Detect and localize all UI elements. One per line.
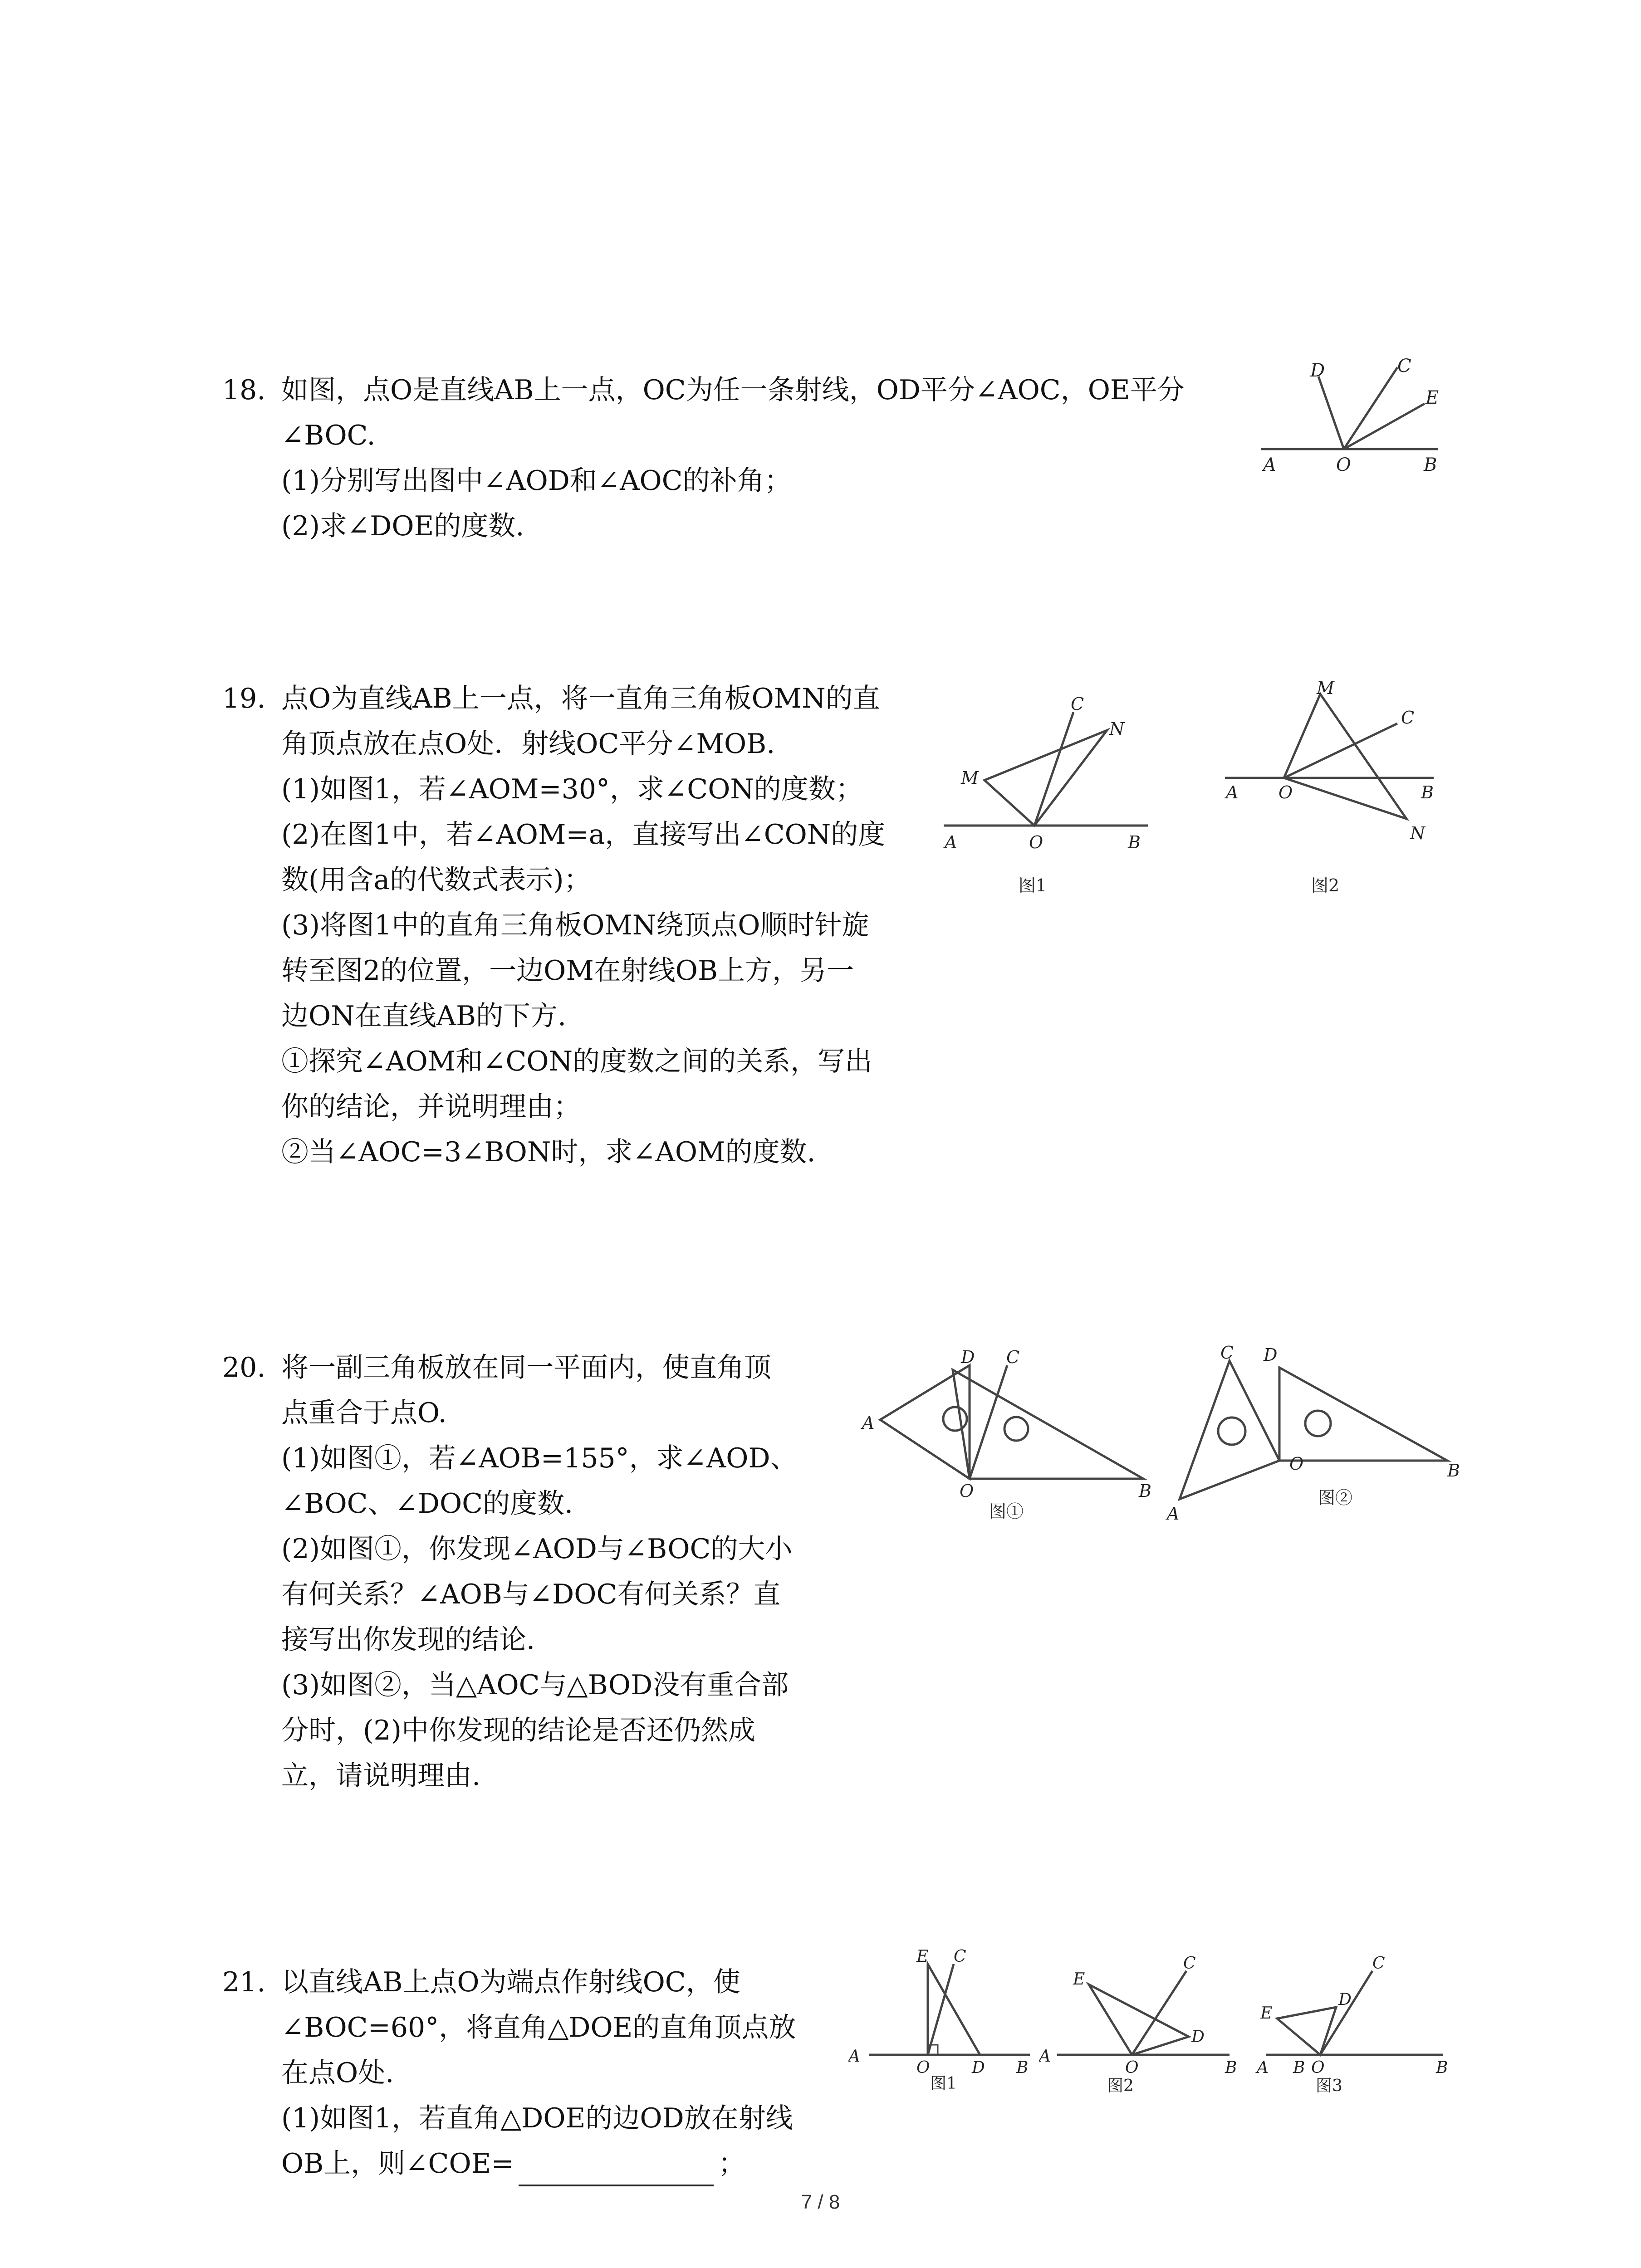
label-M: M: [1317, 680, 1334, 698]
figure-q21-2: [1039, 1941, 1243, 2096]
question-text-line: (1)如图1，若∠AOM=30°，求∠CON的度数；: [281, 773, 863, 805]
label-O: O: [916, 2058, 930, 2077]
figure-caption: 图2: [1311, 875, 1340, 895]
label-A: A: [1226, 782, 1239, 802]
label-A: A: [1167, 1504, 1180, 1524]
label-A: A: [945, 832, 957, 852]
figure-q20-2: [1161, 1338, 1479, 1529]
label-A: A: [862, 1413, 875, 1433]
label-B: B: [1424, 455, 1437, 475]
question-text-line: 边ON在直线AB的下方.: [281, 1000, 567, 1032]
label-O: O: [1029, 832, 1043, 852]
figure-q20-1: [853, 1343, 1171, 1524]
question-text: OB上，则∠COE=: [281, 2148, 514, 2180]
figure-caption: 图3: [1316, 2077, 1342, 2095]
question-text-line: 以直线AB上点O为端点作射线OC，使: [281, 1966, 740, 1998]
label-O: O: [1279, 782, 1293, 802]
figure-q19-1: [935, 685, 1207, 903]
question-text-line: 如图，点O是直线AB上一点，OC为任一条射线，OD平分∠AOC，OE平分: [281, 374, 1185, 406]
question-text: ；: [718, 2148, 745, 2180]
question-text-line: 角顶点放在点O处．射线OC平分∠MOB.: [281, 728, 775, 760]
question-text-line: 在点O处.: [281, 2057, 394, 2089]
figure-caption: 图②: [1318, 1488, 1353, 1508]
label-A: A: [1257, 2058, 1269, 2077]
label-D: D: [1310, 360, 1325, 381]
question-text-line: ∠BOC=60°，将直角△DOE的直角顶点放: [281, 2012, 796, 2043]
question-text-line: (2)如图①，你发现∠AOD与∠BOC的大小: [281, 1533, 793, 1565]
label-B: B: [1436, 2058, 1448, 2077]
label-O: O: [960, 1481, 974, 1501]
question-text-line: 转至图2的位置，一边OM在射线OB上方，另一: [281, 955, 854, 987]
page-number: 7 / 8: [801, 2191, 840, 2213]
label-B: B: [1128, 832, 1141, 852]
question-text-line: ②当∠AOC=3∠BON时，求∠AOM的度数.: [281, 1136, 816, 1168]
figure-q21-1: [848, 1932, 1039, 2096]
label-B: B: [1421, 782, 1434, 802]
label-B: B: [1016, 2058, 1029, 2077]
question-text-line: (2)求∠DOE的度数.: [281, 510, 524, 542]
label-C: C: [1183, 1954, 1196, 1973]
figure-caption: 图2: [1107, 2077, 1134, 2095]
question-number: 18.: [222, 374, 266, 406]
label-B: B: [1447, 1461, 1460, 1481]
label-E: E: [916, 1947, 929, 1966]
question-text-line: (1)分别写出图中∠AOD和∠AOC的补角；: [281, 465, 792, 497]
label-B: B: [1225, 2058, 1237, 2077]
label-D: D: [1264, 1345, 1278, 1365]
label-D: D: [961, 1347, 975, 1367]
question-text-line: 分时，(2)中你发现的结论是否还仍然成: [281, 1715, 755, 1746]
label-O: O: [1311, 2058, 1325, 2077]
question-text-line: 你的结论，并说明理由；: [281, 1091, 581, 1123]
label-E: E: [1260, 2004, 1273, 2023]
question-text-line: 有何关系？∠AOB与∠DOC有何关系？直: [281, 1579, 781, 1610]
label-M: M: [961, 768, 979, 788]
figure-caption: 图①: [989, 1501, 1024, 1521]
label-C: C: [1071, 694, 1084, 714]
label-D: D: [972, 2058, 985, 2077]
label-N: N: [1410, 823, 1425, 843]
question-text-line: ∠BOC、∠DOC的度数.: [281, 1488, 573, 1520]
label-O: O: [1289, 1454, 1304, 1474]
label-B: B: [1139, 1481, 1151, 1501]
question-text-line: (1)如图①，若∠AOB=155°，求∠AOD、: [281, 1442, 798, 1474]
label-O: O: [1336, 455, 1351, 475]
question-text-line: (1)如图1，若直角△DOE的边OD放在射线: [281, 2102, 793, 2134]
question-text-line: (3)将图1中的直角三角板OMN绕顶点O顺时针旋: [281, 909, 869, 941]
label-E: E: [1073, 1970, 1085, 1989]
label-A: A: [1039, 2047, 1051, 2066]
question-text-line: 立，请说明理由.: [281, 1760, 481, 1792]
label-A: A: [848, 2047, 860, 2066]
question-text-line: (2)在图1中，若∠AOM=a，直接写出∠CON的度: [281, 819, 886, 850]
label-A: A: [1263, 455, 1276, 475]
question-number: 19.: [222, 683, 266, 714]
label-C: C: [1372, 1954, 1385, 1973]
label-E: E: [1425, 387, 1439, 408]
question-text-line: ∠BOC.: [281, 420, 376, 451]
label-N: N: [1109, 719, 1125, 739]
figure-q21-3: [1243, 1941, 1461, 2096]
question-text-line: [281, 2141, 745, 2186]
figure-caption: 图1: [930, 2074, 957, 2093]
question-text-line: 将一副三角板放在同一平面内，使直角顶: [281, 1352, 771, 1383]
label-C: C: [954, 1947, 966, 1966]
figure-q19-2: [1216, 680, 1461, 898]
question-text-line: (3)如图②，当△AOC与△BOD没有重合部: [281, 1669, 789, 1701]
label-O: O: [1125, 2058, 1139, 2077]
figure-q18: [1243, 354, 1461, 481]
question-number: 20.: [222, 1352, 266, 1383]
answer-blank[interactable]: [519, 2157, 714, 2186]
label-D: D: [1191, 2028, 1205, 2046]
question-text-line: 点O为直线AB上一点，将一直角三角板OMN的直: [281, 683, 880, 714]
label-B: B: [1293, 2058, 1305, 2077]
label-C: C: [1397, 356, 1411, 376]
label-D: D: [1338, 1990, 1352, 2009]
label-C: C: [1220, 1343, 1234, 1363]
figure-caption: 图1: [1019, 875, 1047, 895]
question-text-line: 接写出你发现的结论.: [281, 1624, 535, 1656]
question-number: 21.: [222, 1966, 266, 1998]
question-text-line: 数(用含a的代数式表示)；: [281, 864, 591, 896]
question-text-line: ①探究∠AOM和∠CON的度数之间的关系，写出: [281, 1046, 872, 1077]
question-text-line: 点重合于点O.: [281, 1397, 447, 1429]
label-C: C: [1401, 708, 1415, 728]
label-C: C: [1006, 1347, 1020, 1367]
